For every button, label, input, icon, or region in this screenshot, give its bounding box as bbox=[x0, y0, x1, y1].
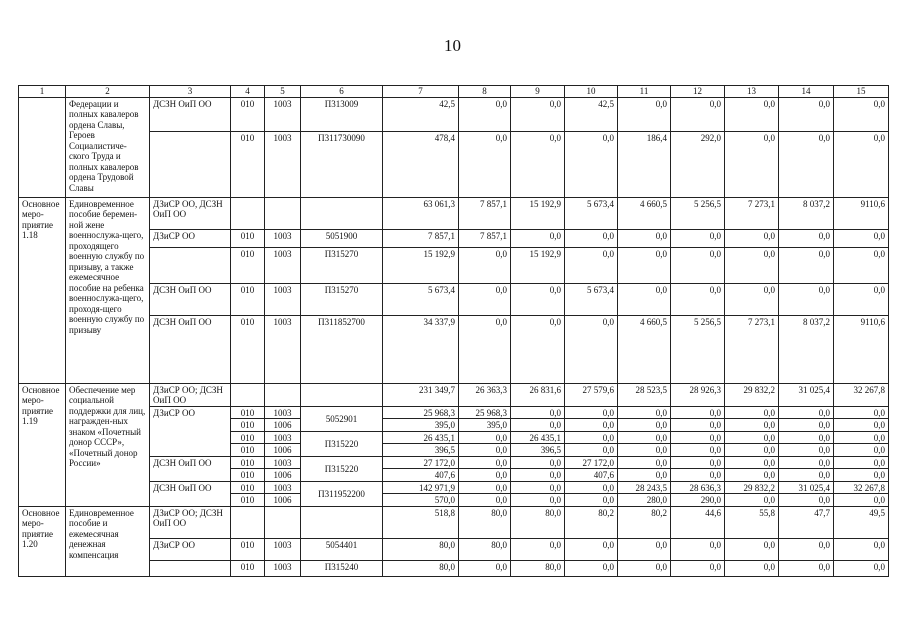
agency-cell: ДЗиСР ОО, ДСЗН ОиП ОО bbox=[150, 197, 231, 229]
amount-cell: 0,0 bbox=[725, 419, 779, 432]
amount-cell: 0,0 bbox=[511, 131, 565, 197]
amount-cell: 26 363,3 bbox=[459, 383, 511, 406]
code-cell: П313009 bbox=[301, 97, 383, 131]
amount-cell: 34 337,9 bbox=[383, 315, 459, 383]
amount-cell: 0,0 bbox=[779, 97, 834, 131]
amount-cell: 0,0 bbox=[459, 131, 511, 197]
amount-cell: 28 926,3 bbox=[671, 383, 725, 406]
amount-cell: 80,2 bbox=[618, 506, 671, 538]
amount-cell: 0,0 bbox=[725, 538, 779, 560]
code-cell: ДЗиСР ОО bbox=[150, 538, 231, 560]
amount-cell: 0,0 bbox=[834, 444, 889, 457]
amount-cell: 395,0 bbox=[383, 419, 459, 432]
column-number: 13 bbox=[725, 86, 779, 98]
amount-cell: 0,0 bbox=[725, 494, 779, 507]
amount-cell: 0,0 bbox=[511, 419, 565, 432]
code-cell: П311730090 bbox=[301, 131, 383, 197]
amount-cell: 0,0 bbox=[834, 456, 889, 469]
amount-cell: 0,0 bbox=[459, 431, 511, 444]
amount-cell: 0,0 bbox=[565, 247, 618, 283]
table-row bbox=[19, 406, 889, 419]
measure-label: Основное меро-приятие 1.20 bbox=[19, 506, 66, 576]
amount-cell: 7 273,1 bbox=[725, 197, 779, 229]
amount-cell: 0,0 bbox=[565, 481, 618, 494]
code-cell: ДСЗН ОиП ОО bbox=[150, 283, 231, 315]
amount-cell: 0,0 bbox=[618, 419, 671, 432]
amount-cell: 4 660,5 bbox=[618, 315, 671, 383]
amount-cell: 0,0 bbox=[834, 431, 889, 444]
amount-cell: 0,0 bbox=[779, 406, 834, 419]
code-cell: 1003 bbox=[265, 97, 301, 131]
table-row bbox=[19, 383, 889, 406]
amount-cell: 0,0 bbox=[565, 494, 618, 507]
code-cell: 1003 bbox=[265, 481, 301, 494]
amount-cell: 0,0 bbox=[671, 431, 725, 444]
amount-cell: 0,0 bbox=[725, 444, 779, 457]
amount-cell: 80,0 bbox=[459, 506, 511, 538]
amount-cell: 478,4 bbox=[383, 131, 459, 197]
table-row bbox=[19, 481, 889, 494]
amount-cell: 0,0 bbox=[618, 406, 671, 419]
amount-cell: 28 636,3 bbox=[671, 481, 725, 494]
amount-cell: 80,0 bbox=[511, 560, 565, 576]
amount-cell: 0,0 bbox=[511, 229, 565, 247]
amount-cell: 396,5 bbox=[383, 444, 459, 457]
code-cell: 1003 bbox=[265, 431, 301, 444]
amount-cell: 0,0 bbox=[459, 315, 511, 383]
column-number: 14 bbox=[779, 86, 834, 98]
amount-cell: 0,0 bbox=[725, 229, 779, 247]
amount-cell: 80,0 bbox=[383, 538, 459, 560]
code-cell: 010 bbox=[231, 444, 265, 457]
code-cell: 1003 bbox=[265, 406, 301, 419]
table-row bbox=[19, 97, 889, 131]
amount-cell: 0,0 bbox=[671, 247, 725, 283]
amount-cell: 27 579,6 bbox=[565, 383, 618, 406]
code-cell: 010 bbox=[231, 481, 265, 494]
amount-cell: 80,0 bbox=[383, 560, 459, 576]
amount-cell: 0,0 bbox=[618, 456, 671, 469]
empty-cell bbox=[231, 506, 265, 538]
amount-cell: 0,0 bbox=[618, 97, 671, 131]
amount-cell: 0,0 bbox=[511, 406, 565, 419]
amount-cell: 0,0 bbox=[834, 247, 889, 283]
code-cell: 010 bbox=[231, 456, 265, 469]
amount-cell: 518,8 bbox=[383, 506, 459, 538]
empty-cell bbox=[301, 383, 383, 406]
code-cell: П315220 bbox=[301, 456, 383, 481]
column-number: 12 bbox=[671, 86, 725, 98]
amount-cell: 0,0 bbox=[565, 315, 618, 383]
amount-cell: 0,0 bbox=[459, 247, 511, 283]
amount-cell: 26 831,6 bbox=[511, 383, 565, 406]
column-number: 7 bbox=[383, 86, 459, 98]
amount-cell: 290,0 bbox=[671, 494, 725, 507]
table-row bbox=[19, 131, 889, 197]
code-cell: П315240 bbox=[301, 560, 383, 576]
amount-cell: 44,6 bbox=[671, 506, 725, 538]
amount-cell: 32 267,8 bbox=[834, 481, 889, 494]
amount-cell: 0,0 bbox=[671, 538, 725, 560]
empty-cell bbox=[231, 197, 265, 229]
column-number: 5 bbox=[265, 86, 301, 98]
amount-cell: 31 025,4 bbox=[779, 383, 834, 406]
amount-cell: 7 273,1 bbox=[725, 315, 779, 383]
agency-cell bbox=[150, 131, 231, 197]
table-row bbox=[19, 197, 889, 229]
amount-cell: 0,0 bbox=[779, 431, 834, 444]
amount-cell: 396,5 bbox=[511, 444, 565, 457]
amount-cell: 0,0 bbox=[834, 229, 889, 247]
amount-cell: 29 832,2 bbox=[725, 481, 779, 494]
code-cell: 1003 bbox=[265, 538, 301, 560]
code-cell: 010 bbox=[231, 131, 265, 197]
code-cell: 010 bbox=[231, 560, 265, 576]
amount-cell: 0,0 bbox=[618, 444, 671, 457]
amount-cell: 0,0 bbox=[725, 456, 779, 469]
amount-cell: 0,0 bbox=[725, 247, 779, 283]
code-cell: 010 bbox=[231, 419, 265, 432]
amount-cell: 0,0 bbox=[725, 560, 779, 576]
code-cell: 010 bbox=[231, 469, 265, 482]
amount-cell: 0,0 bbox=[459, 283, 511, 315]
amount-cell: 0,0 bbox=[565, 131, 618, 197]
empty-cell bbox=[301, 197, 383, 229]
amount-cell: 25 968,3 bbox=[383, 406, 459, 419]
amount-cell: 5 256,5 bbox=[671, 197, 725, 229]
amount-cell: 0,0 bbox=[671, 560, 725, 576]
code-cell: 1003 bbox=[265, 131, 301, 197]
amount-cell: 0,0 bbox=[565, 229, 618, 247]
code-cell: 010 bbox=[231, 538, 265, 560]
amount-cell: 0,0 bbox=[834, 560, 889, 576]
amount-cell: 0,0 bbox=[618, 431, 671, 444]
measure-name: Обеспечение мер социальной поддержки для лиц, награжден-ных знаком «Почетный донор СССР», «Почетный донор России» bbox=[66, 383, 150, 506]
measure-name: Федерации и полных кавалеров ордена Славы, Героев Социалистиче-ского Труда и полных кавалеров ордена Трудовой Славы bbox=[66, 97, 150, 197]
agency-cell: ДЗиСР ОО; ДСЗН ОиП ОО bbox=[150, 383, 231, 406]
amount-cell: 0,0 bbox=[779, 283, 834, 315]
amount-cell: 0,0 bbox=[725, 283, 779, 315]
amount-cell: 0,0 bbox=[671, 456, 725, 469]
page-number: 10 bbox=[444, 36, 461, 55]
amount-cell: 0,0 bbox=[671, 419, 725, 432]
amount-cell: 9110,6 bbox=[834, 197, 889, 229]
measure-label bbox=[19, 97, 66, 197]
amount-cell: 0,0 bbox=[779, 456, 834, 469]
amount-cell: 5 673,4 bbox=[565, 197, 618, 229]
code-cell: 1003 bbox=[265, 229, 301, 247]
code-cell: П311852700 bbox=[301, 315, 383, 383]
empty-cell bbox=[265, 197, 301, 229]
code-cell: 010 bbox=[231, 406, 265, 419]
amount-cell: 0,0 bbox=[671, 469, 725, 482]
amount-cell: 570,0 bbox=[383, 494, 459, 507]
column-number: 4 bbox=[231, 86, 265, 98]
amount-cell: 407,6 bbox=[383, 469, 459, 482]
amount-cell: 142 971,9 bbox=[383, 481, 459, 494]
code-cell: 1006 bbox=[265, 469, 301, 482]
amount-cell: 47,7 bbox=[779, 506, 834, 538]
code-cell: 1006 bbox=[265, 419, 301, 432]
amount-cell: 0,0 bbox=[511, 315, 565, 383]
column-number: 8 bbox=[459, 86, 511, 98]
amount-cell: 0,0 bbox=[459, 481, 511, 494]
amount-cell: 0,0 bbox=[459, 97, 511, 131]
amount-cell: 186,4 bbox=[618, 131, 671, 197]
amount-cell: 31 025,4 bbox=[779, 481, 834, 494]
amount-cell: 80,0 bbox=[511, 506, 565, 538]
agency-cell: ДЗиСР ОО bbox=[150, 406, 231, 456]
amount-cell: 280,0 bbox=[618, 494, 671, 507]
table-row bbox=[19, 283, 889, 315]
code-cell: 5051900 bbox=[301, 229, 383, 247]
amount-cell: 0,0 bbox=[779, 538, 834, 560]
amount-cell: 7 857,1 bbox=[383, 229, 459, 247]
amount-cell: 0,0 bbox=[459, 469, 511, 482]
amount-cell: 0,0 bbox=[779, 444, 834, 457]
code-cell: 010 bbox=[231, 283, 265, 315]
amount-cell: 0,0 bbox=[565, 406, 618, 419]
column-number: 9 bbox=[511, 86, 565, 98]
amount-cell: 28 243,5 bbox=[618, 481, 671, 494]
table-row bbox=[19, 538, 889, 560]
code-cell: 5054401 bbox=[301, 538, 383, 560]
amount-cell: 25 968,3 bbox=[459, 406, 511, 419]
amount-cell: 0,0 bbox=[618, 283, 671, 315]
amount-cell: 0,0 bbox=[511, 469, 565, 482]
table-row bbox=[19, 560, 889, 576]
amount-cell: 0,0 bbox=[779, 469, 834, 482]
amount-cell: 407,6 bbox=[565, 469, 618, 482]
amount-cell: 80,2 bbox=[565, 506, 618, 538]
measure-label: Основное меро-приятие 1.18 bbox=[19, 197, 66, 383]
amount-cell: 395,0 bbox=[459, 419, 511, 432]
table-row bbox=[19, 247, 889, 283]
amount-cell: 0,0 bbox=[779, 494, 834, 507]
amount-cell: 0,0 bbox=[671, 97, 725, 131]
code-cell: 010 bbox=[231, 494, 265, 507]
code-cell: П315270 bbox=[301, 283, 383, 315]
code-cell: 1003 bbox=[265, 456, 301, 469]
amount-cell: 0,0 bbox=[779, 247, 834, 283]
column-number: 6 bbox=[301, 86, 383, 98]
amount-cell: 0,0 bbox=[511, 97, 565, 131]
amount-cell: 0,0 bbox=[671, 444, 725, 457]
amount-cell: 0,0 bbox=[671, 229, 725, 247]
amount-cell: 27 172,0 bbox=[565, 456, 618, 469]
code-cell: П315270 bbox=[301, 247, 383, 283]
code-cell: 5052901 bbox=[301, 406, 383, 431]
amount-cell: 80,0 bbox=[459, 538, 511, 560]
agency-cell bbox=[150, 247, 231, 283]
amount-cell: 0,0 bbox=[671, 283, 725, 315]
amount-cell: 0,0 bbox=[618, 229, 671, 247]
amount-cell: 0,0 bbox=[618, 560, 671, 576]
code-cell: 1006 bbox=[265, 494, 301, 507]
column-number: 11 bbox=[618, 86, 671, 98]
code-cell: П315220 bbox=[301, 431, 383, 456]
empty-cell bbox=[265, 506, 301, 538]
code-cell: ДСЗН ОиП ОО bbox=[150, 97, 231, 131]
amount-cell: 0,0 bbox=[725, 431, 779, 444]
amount-cell: 0,0 bbox=[834, 494, 889, 507]
code-cell: 1003 bbox=[265, 315, 301, 383]
amount-cell: 0,0 bbox=[565, 538, 618, 560]
code-cell: 1003 bbox=[265, 247, 301, 283]
table-row bbox=[19, 229, 889, 247]
amount-cell: 0,0 bbox=[511, 481, 565, 494]
code-cell: 010 bbox=[231, 315, 265, 383]
amount-cell: 0,0 bbox=[834, 283, 889, 315]
column-number: 3 bbox=[150, 86, 231, 98]
amount-cell: 7 857,1 bbox=[459, 229, 511, 247]
empty-cell bbox=[265, 383, 301, 406]
amount-cell: 0,0 bbox=[725, 97, 779, 131]
amount-cell: 0,0 bbox=[565, 419, 618, 432]
code-cell: 010 bbox=[231, 97, 265, 131]
code-cell: 1003 bbox=[265, 560, 301, 576]
code-cell: 010 bbox=[231, 247, 265, 283]
header-row bbox=[19, 86, 889, 98]
amount-cell: 0,0 bbox=[671, 406, 725, 419]
code-cell: 1003 bbox=[265, 283, 301, 315]
column-number: 1 bbox=[19, 86, 66, 98]
amount-cell: 0,0 bbox=[725, 469, 779, 482]
amount-cell: 0,0 bbox=[618, 538, 671, 560]
amount-cell: 0,0 bbox=[511, 538, 565, 560]
amount-cell: 9110,6 bbox=[834, 315, 889, 383]
amount-cell: 7 857,1 bbox=[459, 197, 511, 229]
measure-label: Основное меро-приятие 1.19 bbox=[19, 383, 66, 506]
measure-name: Единовременное пособие и ежемесячная денежная компенсация bbox=[66, 506, 150, 576]
amount-cell: 5 256,5 bbox=[671, 315, 725, 383]
measure-name: Единовременное пособие беремен-ной жене военнослужа-щего, проходящего военную службу по призыву, а также ежемесячное пособие на ребенка военнослужа-щего, проходя-щего военную службу по призыву bbox=[66, 197, 150, 383]
amount-cell: 49,5 bbox=[834, 506, 889, 538]
amount-cell: 292,0 bbox=[671, 131, 725, 197]
code-cell: ДСЗН ОиП ОО bbox=[150, 315, 231, 383]
column-number: 2 bbox=[66, 86, 150, 98]
amount-cell: 8 037,2 bbox=[779, 197, 834, 229]
amount-cell: 0,0 bbox=[725, 406, 779, 419]
amount-cell: 15 192,9 bbox=[511, 247, 565, 283]
amount-cell: 0,0 bbox=[459, 456, 511, 469]
amount-cell: 0,0 bbox=[618, 469, 671, 482]
amount-cell: 0,0 bbox=[565, 560, 618, 576]
amount-cell: 0,0 bbox=[779, 419, 834, 432]
amount-cell: 15 192,9 bbox=[511, 197, 565, 229]
amount-cell: 0,0 bbox=[834, 406, 889, 419]
amount-cell: 0,0 bbox=[725, 131, 779, 197]
amount-cell: 0,0 bbox=[459, 494, 511, 507]
amount-cell: 26 435,1 bbox=[511, 431, 565, 444]
code-cell: 010 bbox=[231, 431, 265, 444]
amount-cell: 5 673,4 bbox=[565, 283, 618, 315]
table-row bbox=[19, 456, 889, 469]
amount-cell: 32 267,8 bbox=[834, 383, 889, 406]
amount-cell: 0,0 bbox=[834, 538, 889, 560]
amount-cell: 0,0 bbox=[565, 444, 618, 457]
amount-cell: 29 832,2 bbox=[725, 383, 779, 406]
amount-cell: 0,0 bbox=[779, 131, 834, 197]
amount-cell: 0,0 bbox=[511, 283, 565, 315]
budget-table bbox=[18, 85, 889, 577]
amount-cell: 0,0 bbox=[834, 131, 889, 197]
empty-cell bbox=[231, 383, 265, 406]
amount-cell: 42,5 bbox=[565, 97, 618, 131]
amount-cell: 0,0 bbox=[618, 247, 671, 283]
amount-cell: 27 172,0 bbox=[383, 456, 459, 469]
agency-cell: ДЗиСР ОО; ДСЗН ОиП ОО bbox=[150, 506, 231, 538]
amount-cell: 0,0 bbox=[834, 97, 889, 131]
code-cell: 010 bbox=[231, 229, 265, 247]
agency-cell: ДСЗН ОиП ОО bbox=[150, 456, 231, 481]
amount-cell: 0,0 bbox=[779, 560, 834, 576]
amount-cell: 0,0 bbox=[511, 494, 565, 507]
column-number: 10 bbox=[565, 86, 618, 98]
agency-cell: ДСЗН ОиП ОО bbox=[150, 481, 231, 506]
amount-cell: 55,8 bbox=[725, 506, 779, 538]
amount-cell: 231 349,7 bbox=[383, 383, 459, 406]
empty-cell bbox=[301, 506, 383, 538]
amount-cell: 0,0 bbox=[834, 419, 889, 432]
agency-cell bbox=[150, 560, 231, 576]
code-cell: П311952200 bbox=[301, 481, 383, 506]
column-number: 15 bbox=[834, 86, 889, 98]
amount-cell: 0,0 bbox=[565, 431, 618, 444]
amount-cell: 5 673,4 bbox=[383, 283, 459, 315]
amount-cell: 28 523,5 bbox=[618, 383, 671, 406]
amount-cell: 0,0 bbox=[834, 469, 889, 482]
amount-cell: 63 061,3 bbox=[383, 197, 459, 229]
amount-cell: 26 435,1 bbox=[383, 431, 459, 444]
table-row bbox=[19, 315, 889, 383]
amount-cell: 8 037,2 bbox=[779, 315, 834, 383]
code-cell: ДЗиСР ОО bbox=[150, 229, 231, 247]
amount-cell: 0,0 bbox=[511, 456, 565, 469]
code-cell: 1006 bbox=[265, 444, 301, 457]
amount-cell: 15 192,9 bbox=[383, 247, 459, 283]
amount-cell: 0,0 bbox=[459, 444, 511, 457]
amount-cell: 0,0 bbox=[459, 560, 511, 576]
amount-cell: 4 660,5 bbox=[618, 197, 671, 229]
table-row bbox=[19, 506, 889, 538]
amount-cell: 42,5 bbox=[383, 97, 459, 131]
amount-cell: 0,0 bbox=[779, 229, 834, 247]
